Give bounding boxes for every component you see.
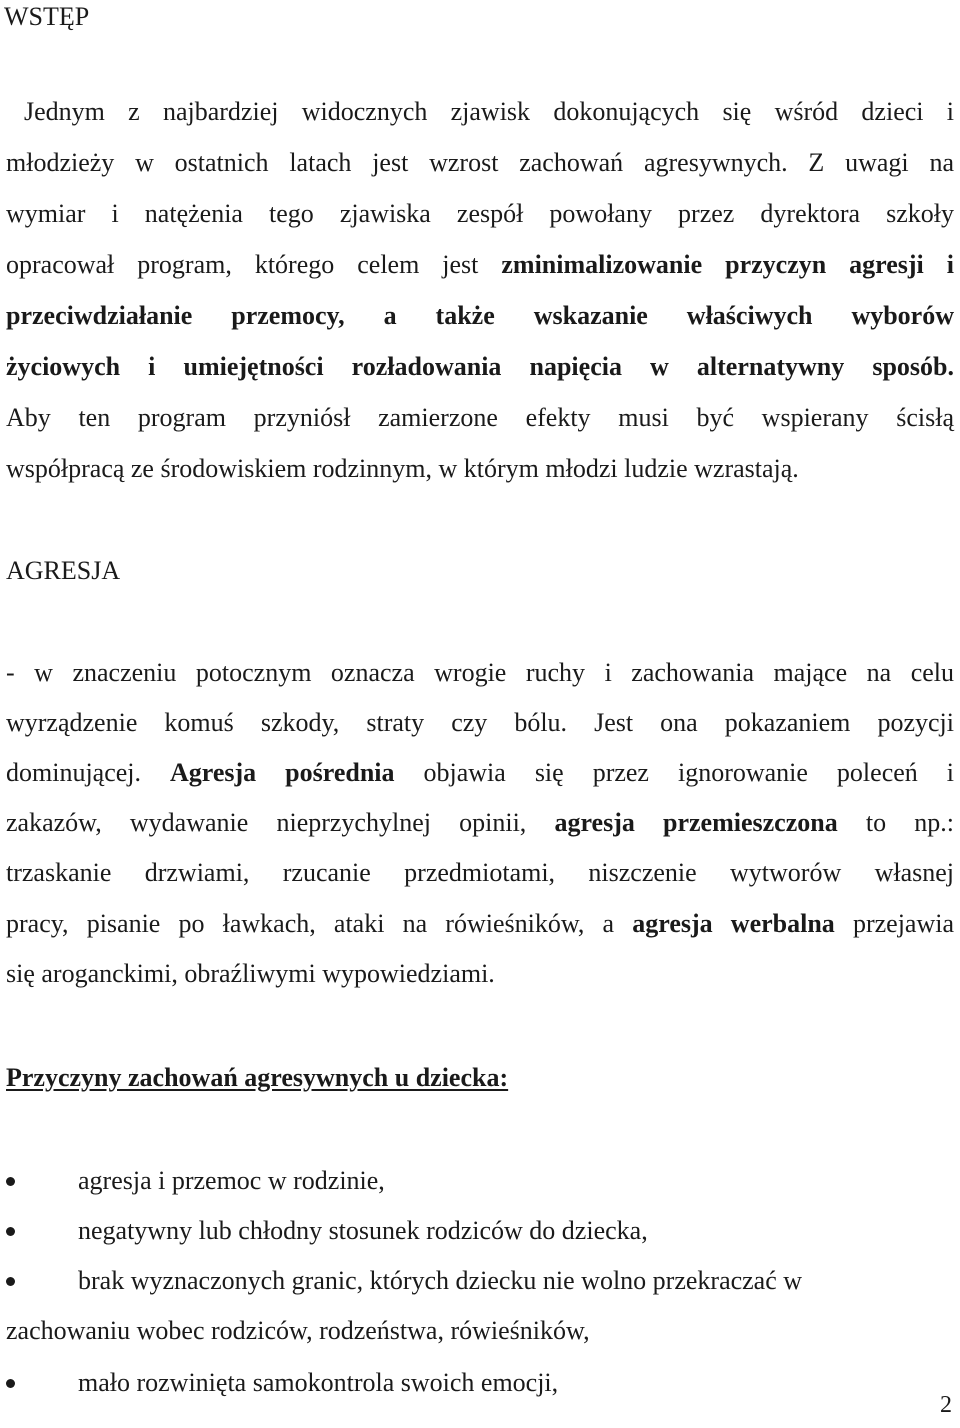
intro-line-4-bold: zminimalizowanie przyczyn agresji i [501,250,954,279]
intro-line-4 [6,250,954,280]
intro-line-4-plain: opracował program, którego celem jest [6,250,502,279]
intro-line-5: przeciwdziałanie przemocy, a także wskazanie właściwych wyborów [6,301,954,330]
intro-line-1: Jednym z najbardziej widocznych zjawisk dokonujących się wśród dzieci i [24,97,954,126]
agresja-line-4-b: to np.: [837,808,954,837]
list-item-continuation: zachowaniu wobec rodziców, rodzeństwa, rówieśników, [6,1316,590,1345]
section-title: WSTĘP [4,2,90,31]
agresja-line-3-b: objawia się przez ignorowanie poleceń i [394,758,954,787]
agresja-line-5: trzaskanie drzwiami, rzucanie przedmiotami, niszczenie wytworów własnej [6,858,954,887]
agresja-line-2: wyrządzenie komuś szkody, straty czy bólu. Jest ona pokazaniem pozycji [6,708,954,737]
causes-title: Przyczyny zachowań agresywnych u dziecka: [6,1063,509,1092]
agresja-posrednia-term: Agresja pośrednia [170,758,395,787]
list-item-text: negatywny lub chłodny stosunek rodziców do dziecka, [78,1216,648,1245]
agresja-line-6-b: przejawia [834,909,955,938]
agresja-werbalna-term: agresja werbalna [632,909,835,938]
bullet-icon [6,1277,15,1286]
list-item-text: mało rozwinięta samokontrola swoich emocji, [78,1368,559,1397]
list-item-text: agresja i przemoc w rodzinie, [78,1166,385,1195]
intro-line-6: życiowych i umiejętności rozładowania napięcia w alternatywny sposób. [6,352,954,381]
agresja-line-3-a: dominującej. [6,758,171,787]
agresja-title: AGRESJA [6,556,121,585]
agresja-przemieszczona-term: agresja przemieszczona [554,808,838,837]
agresja-line-4-a: zakazów, wydawanie nieprzychylnej opinii, [6,808,555,837]
bullet-icon [6,1227,15,1236]
agresja-line-6-a: pracy, pisanie po ławkach, ataki na rówieśników, a [6,909,633,938]
list-item-text: brak wyznaczonych granic, których dziecku nie wolno przekraczać w [78,1266,803,1295]
agresja-line-7: się aroganckimi, obraźliwymi wypowiedziami. [6,959,495,988]
intro-line-2: młodzieży w ostatnich latach jest wzrost zachowań agresywnych. Z uwagi na [6,148,954,177]
intro-line-3: wymiar i natężenia tego zjawiska zespół powołany przez dyrektora szkoły [6,199,954,228]
agresja-line-3 [6,758,954,788]
intro-line-7: Aby ten program przyniósł zamierzone efekty musi być wspierany ścisłą [6,403,954,432]
agresja-line-6 [6,909,954,939]
bullet-icon [6,1379,15,1388]
intro-line-8: współpracą ze środowiskiem rodzinnym, w którym młodzi ludzie wzrastają. [6,454,799,483]
bullet-icon [6,1177,15,1186]
agresja-line-4 [6,808,954,838]
page-number: 2 [940,1392,952,1418]
agresja-line-1: - w znaczeniu potocznym oznacza wrogie ruchy i zachowania mające na celu [6,658,954,687]
